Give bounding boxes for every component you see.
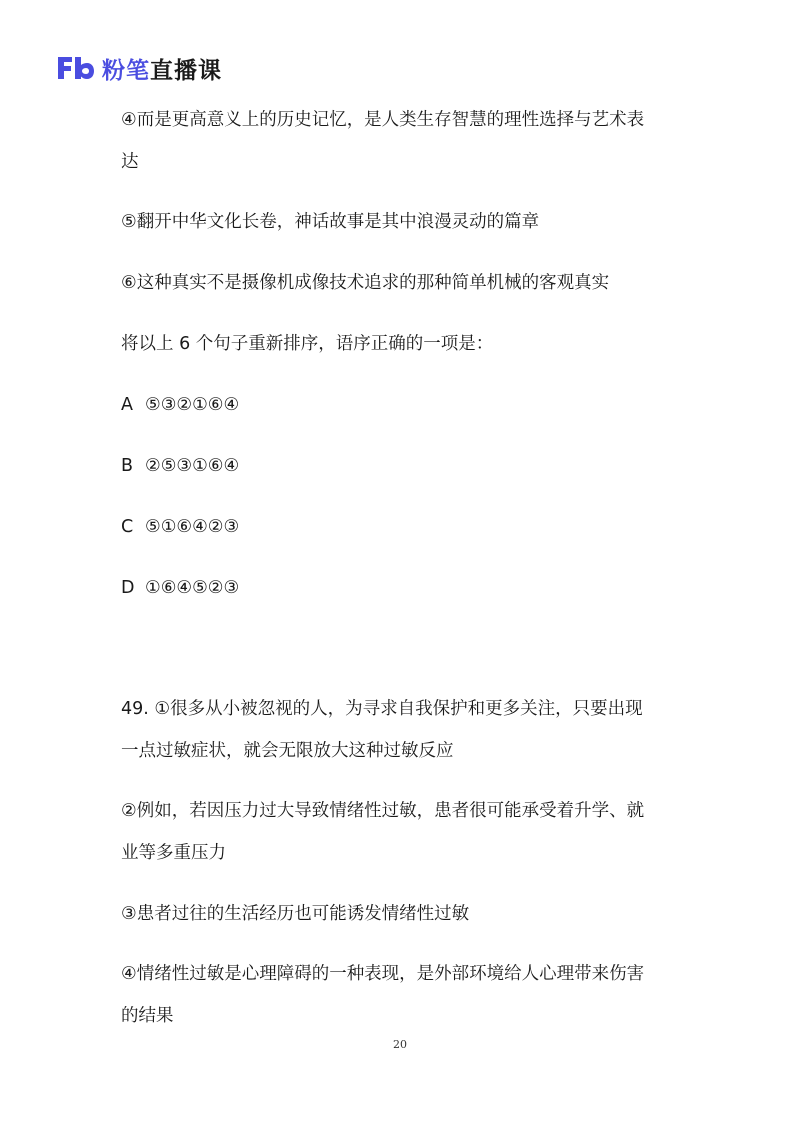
logo-brand-text: 粉笔 [102, 57, 150, 84]
option-letter: C [121, 517, 134, 537]
q49-sentence-1-line-2: 一点过敏症状，就会无限放大这种过敏反应 [121, 741, 454, 761]
option-letter: B [121, 456, 134, 476]
option-c [121, 512, 239, 542]
option-letter: A [121, 395, 133, 415]
option-a [121, 390, 239, 420]
option-d [121, 573, 239, 603]
logo-rest-text: 直播课 [150, 57, 222, 84]
logo-text [102, 52, 222, 85]
page-number: 20 [393, 1038, 407, 1051]
question-prompt: 将以上 6 个句子重新排序，语序正确的一项是： [121, 334, 494, 354]
sentence-5: ⑤翻开中华文化长卷，神话故事是其中浪漫灵动的篇章 [121, 212, 540, 232]
option-text: ⑤③②①⑥④ [145, 395, 240, 415]
option-text: ②⑤③①⑥④ [145, 456, 240, 476]
sentence-4-line-2: 达 [121, 152, 139, 172]
sentence-4-line-1: ④而是更高意义上的历史记忆，是人类生存智慧的理性选择与艺术表 [121, 110, 645, 130]
option-b [121, 451, 239, 481]
q49-sentence-4-line-2: 的结果 [121, 1006, 174, 1026]
q49-sentence-2-line-2: 业等多重压力 [121, 843, 226, 863]
q49-sentence-3: ③患者过往的生活经历也可能诱发情绪性过敏 [121, 904, 470, 924]
q49-sentence-4-line-1: ④情绪性过敏是心理障碍的一种表现，是外部环境给人心理带来伤害 [121, 964, 645, 984]
q49-sentence-2-line-1: ②例如，若因压力过大导致情绪性过敏，患者很可能承受着升学、就 [121, 801, 645, 821]
option-text: ①⑥④⑤②③ [145, 578, 240, 598]
sentence-6: ⑥这种真实不是摄像机成像技术追求的那种简单机械的客观真实 [121, 273, 610, 293]
fb-logo-icon [56, 55, 96, 81]
option-letter: D [121, 578, 135, 598]
q49-sentence-1-line-1: 49. ①很多从小被忽视的人，为寻求自我保护和更多关注，只要出现 [121, 699, 643, 719]
option-text: ⑤①⑥④②③ [145, 517, 240, 537]
brand-logo [56, 52, 222, 84]
